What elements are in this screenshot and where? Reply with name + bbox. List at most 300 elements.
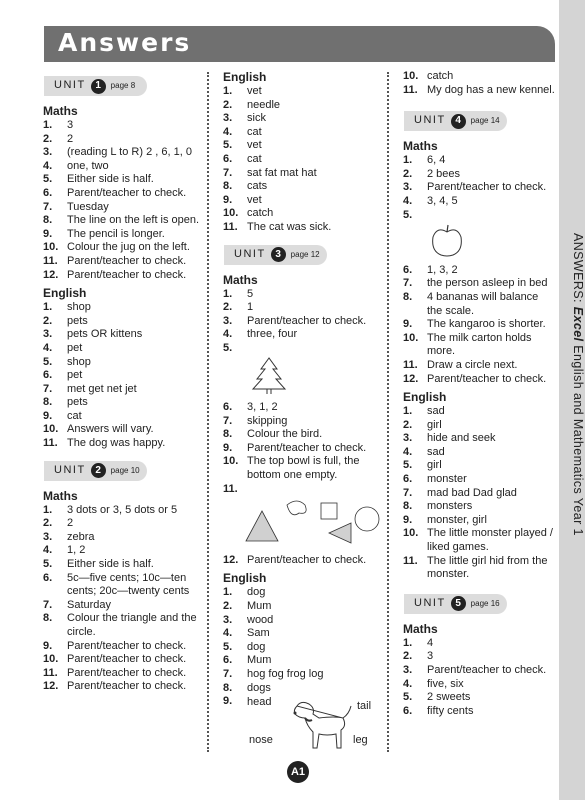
column-divider	[207, 72, 209, 752]
answer-number: 4.	[223, 627, 233, 640]
answer-row	[223, 455, 385, 482]
answer-text: 6, 4	[427, 154, 446, 167]
answer-text: hide and seek	[427, 432, 496, 445]
answer-row	[43, 410, 203, 424]
answer-row	[223, 682, 385, 696]
section-heading-maths: Maths	[403, 621, 438, 636]
answer-row	[403, 373, 555, 387]
side-caption-brand: Excel	[571, 306, 585, 342]
unit-label: UNIT	[414, 597, 446, 610]
answer-number: 9.	[223, 695, 233, 708]
answer-number: 12.	[223, 553, 239, 566]
unit-5-header	[404, 594, 507, 614]
answer-list	[223, 288, 385, 356]
answer-text: Parent/teacher to check.	[67, 186, 187, 199]
answer-number: 10.	[223, 455, 239, 468]
answer-number: 8.	[403, 290, 413, 303]
answer-row	[223, 668, 385, 682]
dog-label-leg: leg	[353, 733, 368, 746]
answer-row	[223, 428, 385, 442]
answer-list	[223, 586, 385, 708]
answer-number: 11.	[403, 83, 418, 96]
answer-number: 7.	[223, 668, 233, 680]
answer-text: fifty cents	[427, 704, 474, 717]
unit-label: UNIT	[414, 114, 446, 127]
unit-3-header	[224, 245, 327, 265]
answer-number: 10.	[223, 207, 239, 220]
answer-text: Parent/teacher to check.	[247, 553, 367, 566]
answer-text: cat	[247, 152, 262, 165]
answer-number: 6.	[403, 263, 413, 276]
answer-text: Parent/teacher to check.	[67, 680, 187, 693]
unit-page-ref: page 10	[110, 465, 140, 475]
answer-number: 3.	[223, 314, 233, 327]
answer-text: pet	[67, 341, 83, 354]
answer-number: 12.	[43, 268, 59, 281]
section-heading-english: English	[223, 70, 267, 84]
answer-row	[223, 600, 385, 614]
answer-number: 11.	[223, 220, 238, 233]
side-caption	[571, 233, 585, 536]
answer-text: monster	[427, 473, 467, 486]
side-caption-rest: English and Mathematics Year 1	[571, 341, 585, 536]
answer-text: sat fat mat hat	[247, 166, 317, 179]
answer-list	[403, 154, 555, 222]
answer-text: monsters	[427, 500, 473, 513]
answer-text: 1, 3, 2	[427, 263, 458, 276]
answer-text: 1, 2	[67, 544, 86, 557]
title-banner	[44, 26, 555, 62]
answer-row	[403, 277, 555, 291]
answer-number: 2.	[223, 301, 233, 314]
answer-row	[403, 705, 555, 719]
answer-text: wood	[247, 613, 274, 626]
unit-number-badge: 2	[91, 463, 106, 478]
answer-number: 1.	[43, 503, 53, 516]
answer-number: 6.	[43, 369, 53, 382]
answer-text: cat	[247, 125, 262, 138]
answer-row	[43, 160, 203, 174]
answer-text: Saturday	[67, 598, 112, 611]
answer-number: 1.	[403, 405, 413, 418]
answer-number: 5.	[403, 691, 413, 704]
answer-list	[403, 264, 555, 386]
answer-row	[43, 640, 203, 654]
answer-row	[403, 70, 555, 84]
unit-number-badge: 5	[451, 596, 466, 611]
answer-number: 3.	[403, 664, 413, 676]
answer-number: 7.	[223, 166, 233, 179]
answer-text: sick	[247, 112, 266, 125]
answer-text: 2	[67, 517, 74, 530]
answer-text: pets	[67, 396, 88, 409]
answer-text: (reading L to R) 2 , 6, 1, 0	[67, 146, 192, 159]
answer-text: Mum	[247, 600, 272, 613]
answer-text: hog fog frog log	[247, 668, 324, 680]
answer-text: cat	[67, 409, 82, 422]
shapes-drawing	[243, 497, 383, 547]
answer-text: Either side is half.	[67, 558, 154, 571]
side-caption-prefix: ANSWERS:	[571, 233, 585, 307]
answer-number: 4.	[43, 544, 53, 557]
answer-text: The line on the left is open.	[67, 214, 200, 227]
answer-number: 3.	[43, 328, 53, 341]
unit-page-ref: page 14	[470, 116, 500, 126]
page-title: Answers	[58, 28, 192, 57]
answer-text: pet	[67, 369, 83, 382]
answer-text	[247, 342, 385, 356]
answer-text: sad	[427, 405, 445, 418]
answer-row	[223, 627, 385, 641]
unit-number-badge: 1	[91, 79, 106, 94]
answer-number: 4.	[403, 194, 413, 207]
answer-row	[43, 517, 203, 531]
dog-drawing	[275, 696, 355, 758]
answer-number: 1.	[43, 119, 53, 131]
answer-text: Parent/teacher to check.	[427, 372, 547, 385]
answer-row	[43, 328, 203, 342]
answer-number: 12.	[403, 372, 419, 385]
answer-row	[43, 667, 203, 681]
answer-number: 10.	[403, 527, 419, 540]
answer-row	[43, 146, 203, 160]
answer-row	[223, 442, 385, 456]
answer-row	[43, 680, 203, 694]
answer-number: 4.	[403, 677, 413, 690]
answer-text: Colour the bird.	[247, 428, 323, 441]
answer-number: 9.	[43, 227, 53, 240]
answer-number: 8.	[223, 180, 233, 193]
answer-text: Parent/teacher to check.	[427, 181, 547, 194]
answer-number: 5.	[43, 173, 53, 186]
answer-row	[403, 459, 555, 473]
answer-text: cats	[247, 180, 268, 193]
answer-text: 3, 4, 5	[427, 194, 458, 207]
answer-row	[223, 315, 385, 329]
answer-row	[43, 544, 203, 558]
answer-number: 5.	[223, 139, 233, 152]
section-heading-english: English	[43, 286, 87, 301]
answer-text: three, four	[247, 328, 298, 341]
answer-row	[223, 483, 385, 497]
answer-text: Parent/teacher to check.	[67, 268, 187, 281]
answer-number: 6.	[403, 704, 413, 717]
answer-number: 11.	[223, 482, 238, 495]
answer-number: 9.	[43, 409, 53, 422]
answer-text: The little monster played / liked games.	[427, 527, 553, 554]
answer-text: Parent/teacher to check.	[67, 254, 187, 267]
answer-row	[403, 419, 555, 433]
answer-text: My dog has a new kennel.	[427, 83, 555, 96]
answer-row	[223, 288, 385, 302]
answer-number: 2.	[43, 314, 53, 327]
answer-row	[223, 221, 385, 235]
answer-text: Parent/teacher to check.	[247, 314, 367, 327]
answer-number: 12.	[43, 680, 59, 693]
unit-4-header	[404, 111, 507, 131]
answer-row	[43, 173, 203, 187]
answer-list	[43, 301, 203, 451]
section-heading-maths: Maths	[43, 104, 78, 118]
answer-row	[43, 201, 203, 215]
answer-number: 11.	[403, 554, 418, 567]
answer-row	[403, 678, 555, 692]
answer-text: the person asleep in bed	[427, 277, 548, 290]
answer-text: Parent/teacher to check.	[427, 664, 547, 676]
answer-row	[43, 572, 203, 599]
answer-number: 1.	[223, 287, 233, 300]
answer-text: pets	[67, 314, 88, 327]
answer-number: 5.	[43, 355, 53, 368]
answer-number: 9.	[223, 441, 233, 454]
dog-label-head: head	[247, 695, 272, 708]
answer-text: Colour the jug on the left.	[67, 241, 190, 254]
answer-text: vet	[247, 85, 262, 97]
answer-row	[223, 415, 385, 429]
answer-text: 1	[247, 301, 254, 314]
answer-text: Sam	[247, 627, 270, 640]
answer-text: 3	[67, 119, 74, 131]
answer-text: shop	[67, 355, 91, 368]
answer-number: 3.	[43, 146, 53, 159]
answer-number: 11.	[403, 358, 418, 371]
answer-text: 2	[67, 132, 74, 145]
answer-row	[43, 187, 203, 201]
column-2	[223, 70, 385, 758]
answer-number: 3.	[223, 613, 233, 626]
column-1	[43, 70, 203, 694]
unit-page-ref: page 8	[110, 81, 136, 91]
answer-number: 8.	[43, 214, 53, 227]
answer-text: Parent/teacher to check.	[247, 441, 367, 454]
unit-number-badge: 3	[271, 247, 286, 262]
answer-number: 2.	[43, 132, 53, 145]
answer-row	[43, 612, 203, 639]
answer-text: Either side is half.	[67, 173, 154, 186]
answer-text: vet	[247, 139, 262, 152]
answer-number: 7.	[43, 200, 53, 213]
answer-row	[43, 531, 203, 545]
answer-number: 5.	[403, 208, 413, 221]
answer-text: girl	[427, 418, 442, 431]
column-3	[403, 70, 555, 718]
answer-number: 3.	[403, 181, 413, 194]
answer-text: Mum	[247, 654, 272, 667]
answer-row	[43, 437, 203, 451]
answer-text	[247, 483, 385, 497]
answer-row	[43, 423, 203, 437]
answer-number: 8.	[43, 612, 53, 625]
answer-row	[223, 139, 385, 153]
answer-row	[223, 342, 385, 356]
answer-row	[403, 473, 555, 487]
answer-number: 6.	[223, 654, 233, 667]
answer-row	[43, 301, 203, 315]
section-heading-maths: Maths	[223, 272, 258, 287]
answer-number: 2.	[403, 418, 413, 431]
answer-number: 7.	[403, 277, 413, 290]
answer-row	[43, 228, 203, 242]
answer-row	[43, 653, 203, 667]
answer-row	[223, 614, 385, 628]
answer-text: catch	[427, 70, 454, 82]
answer-number: 3.	[43, 530, 53, 543]
answer-row	[43, 558, 203, 572]
answer-list	[223, 401, 385, 496]
answer-number: 4.	[43, 159, 53, 172]
answer-number: 1.	[223, 586, 233, 599]
answer-text: monster, girl	[427, 513, 487, 526]
answer-row	[403, 446, 555, 460]
answer-number: 2.	[223, 600, 233, 613]
answer-row	[43, 269, 203, 283]
answer-text: one, two	[67, 159, 109, 172]
answer-row	[43, 383, 203, 397]
answer-number: 8.	[403, 500, 413, 513]
answer-list	[223, 85, 385, 235]
answer-text: The top bowl is full, the bottom one empty.	[247, 455, 360, 482]
answer-text: catch	[247, 207, 274, 220]
answer-text: 3	[427, 650, 434, 663]
answer-text: shop	[67, 301, 91, 314]
answer-row	[403, 650, 555, 664]
answer-row	[223, 586, 385, 600]
answer-text: The cat was sick.	[247, 220, 332, 233]
answer-list	[403, 70, 555, 97]
answer-list	[403, 637, 555, 719]
answer-row	[403, 181, 555, 195]
dog-label-nose: nose	[249, 733, 273, 746]
answer-number: 10.	[403, 331, 419, 344]
answer-text: dogs	[247, 681, 271, 694]
answer-text: 4	[427, 636, 434, 649]
answer-row	[403, 514, 555, 528]
answer-row	[403, 691, 555, 705]
answer-text: sad	[427, 445, 445, 458]
answer-number: 9.	[403, 513, 413, 526]
page-number-badge: A1	[287, 761, 309, 783]
answer-row	[223, 180, 385, 194]
answer-text: five, six	[427, 677, 464, 690]
answer-number: 1.	[43, 301, 53, 314]
answer-row	[223, 207, 385, 221]
answer-row	[223, 654, 385, 668]
answer-number: 5.	[403, 459, 413, 472]
answer-number: 10.	[43, 653, 59, 666]
answer-text: vet	[247, 193, 262, 206]
answer-row	[403, 264, 555, 278]
section-heading-maths: Maths	[43, 488, 78, 503]
answer-number: 2.	[403, 650, 413, 663]
answer-text: met get net jet	[67, 382, 137, 395]
answer-text: Answers will vary.	[67, 423, 154, 436]
answer-number: 4.	[43, 341, 53, 354]
answer-number: 11.	[43, 254, 58, 267]
answer-row	[403, 555, 555, 582]
answer-row	[403, 291, 555, 318]
answer-text: 2 bees	[427, 167, 461, 180]
answer-row	[43, 396, 203, 410]
answer-number: 5.	[223, 341, 233, 354]
answer-number: 6.	[223, 401, 233, 414]
answer-row	[223, 328, 385, 342]
answer-list	[43, 504, 203, 694]
answer-text: 5	[247, 287, 254, 300]
answer-row	[403, 168, 555, 182]
answer-number: 2.	[43, 517, 53, 530]
answer-row	[403, 432, 555, 446]
dog-diagram	[247, 696, 397, 758]
answer-number: 7.	[43, 598, 53, 611]
answer-row	[223, 641, 385, 655]
answer-number: 2.	[403, 167, 413, 180]
answer-text: zebra	[67, 530, 95, 543]
answer-number: 4.	[223, 328, 233, 341]
answer-number: 3.	[403, 432, 413, 445]
answer-row	[43, 342, 203, 356]
answer-number: 10.	[43, 423, 59, 436]
answer-number: 9.	[223, 193, 233, 206]
answer-number: 9.	[403, 318, 413, 331]
dog-label-tail: tail	[357, 699, 372, 712]
section-heading-maths: Maths	[403, 139, 438, 154]
answer-number: 6.	[43, 571, 53, 584]
answer-row	[223, 167, 385, 181]
answer-number: 6.	[43, 186, 53, 199]
answer-number: 4.	[403, 445, 413, 458]
answer-row	[403, 487, 555, 501]
answer-text: mad bad Dad glad	[427, 486, 517, 499]
answer-row	[403, 359, 555, 373]
answer-row	[403, 500, 555, 514]
answer-row	[223, 153, 385, 167]
answer-row	[43, 255, 203, 269]
answer-number: 7.	[43, 382, 53, 395]
answer-text: 3 dots or 3, 5 dots or 5	[67, 503, 178, 516]
answer-number: 7.	[223, 414, 233, 427]
answer-text	[427, 209, 555, 223]
answer-list	[223, 554, 385, 568]
answer-number: 2.	[223, 98, 233, 111]
unit-label: UNIT	[234, 247, 266, 260]
answer-text: pets OR kittens	[67, 328, 143, 341]
answer-text: dog	[247, 586, 266, 599]
answer-row	[43, 369, 203, 383]
answer-list	[43, 119, 203, 282]
answer-list	[403, 405, 555, 582]
answer-number: 8.	[223, 681, 233, 694]
unit-page-ref: page 16	[470, 599, 500, 609]
answer-number: 8.	[223, 428, 233, 441]
answer-row	[223, 554, 385, 568]
answer-number: 1.	[403, 636, 413, 649]
answer-row	[223, 112, 385, 126]
answer-row	[223, 401, 385, 415]
answer-text: skipping	[247, 414, 288, 427]
answer-number: 1.	[223, 85, 233, 97]
answer-text: Tuesday	[67, 200, 109, 213]
answer-row	[403, 154, 555, 168]
answer-text: 5c—five cents; 10c—ten cents; 20c—twenty cents	[67, 571, 190, 598]
answer-row	[403, 405, 555, 419]
answer-row	[403, 527, 555, 554]
answer-text: The kangaroo is shorter.	[427, 318, 546, 331]
unit-2-header	[44, 461, 147, 481]
answer-text: Parent/teacher to check.	[67, 639, 187, 652]
answer-text: Parent/teacher to check.	[67, 666, 187, 679]
answer-row	[403, 332, 555, 359]
answer-text: The milk carton holds more.	[427, 331, 532, 358]
